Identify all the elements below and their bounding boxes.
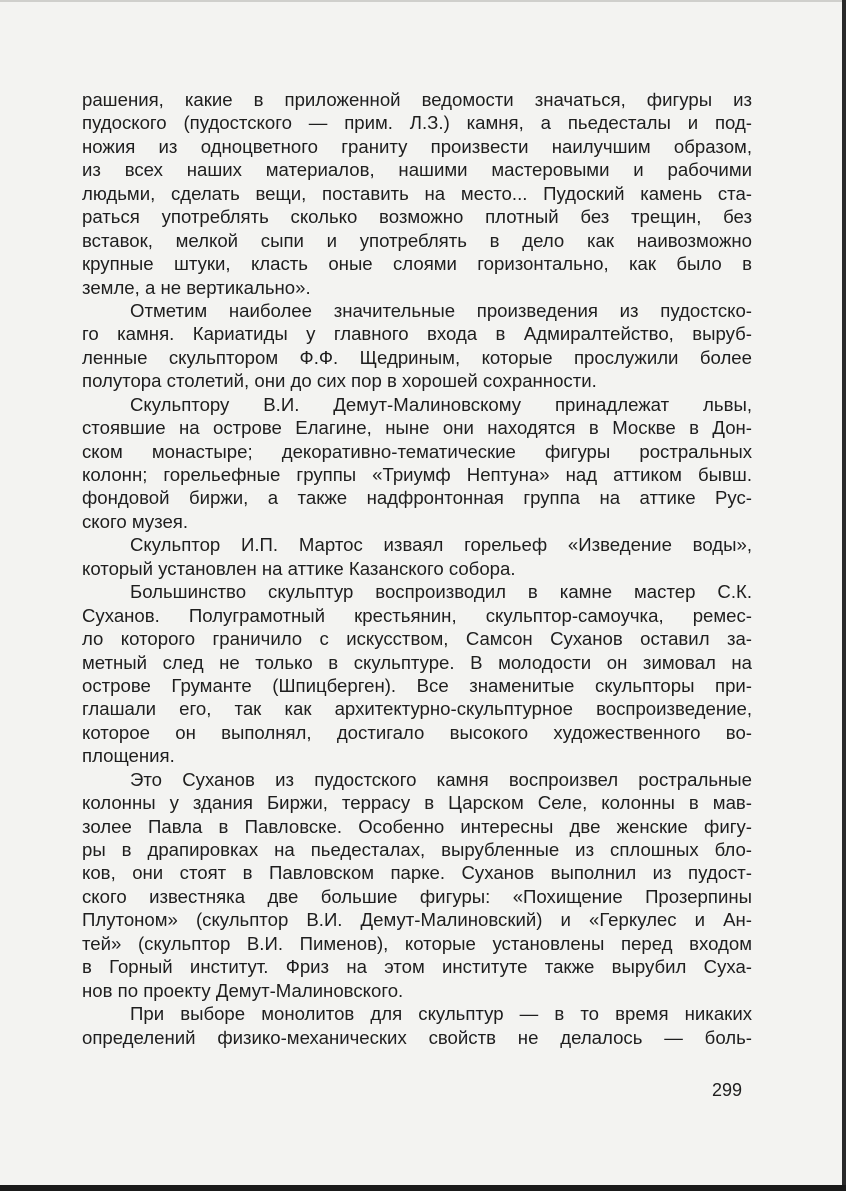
text-line: При выборе монолитов для скульптур — в то время никаких [130, 1003, 752, 1025]
text-line: рашения, какие в приложенной ведомости значаться, фигуры из [82, 89, 752, 110]
text-line: колонны у здания Биржи, террасу в Царском Селе, колонны в мав- [82, 792, 752, 814]
text-line: Это Суханов из пудостского камня воспроизвел ростральные [130, 768, 752, 790]
scan-edge-right [842, 0, 846, 1191]
page-body-text [82, 88, 752, 1049]
text-line: ского известняка две большие фигуры: «Похищение Прозерпины [82, 885, 752, 907]
text-line: из всех наших материалов, нашими мастеровыми и рабочими [82, 159, 752, 181]
text-line: Отметим наиболее значительные произведения из пудостско- [130, 299, 752, 321]
text-line: колонн; горельефные группы «Триумф Нептуна» над аттиком бывш. [82, 464, 752, 485]
text-line: Плутоном» (скульптор В.И. Демут-Малиновский) и «Геркулес и Ан- [82, 909, 752, 931]
paragraph [82, 533, 752, 580]
text-line: пудоского (пудостского — прим. Л.З.) камня, а пьедесталы и под- [82, 112, 752, 134]
paragraph [82, 299, 752, 393]
text-line: ло которого граничило с искусством, Самсон Суханов оставил за- [82, 628, 752, 650]
text-line: людьми, сделать вещи, поставить на место... Пудоский камень ста- [82, 182, 752, 204]
text-line: Суханов. Полуграмотный крестьянин, скульптор-самоучка, ремес- [82, 604, 752, 626]
text-line: глашали его, так как архитектурно-скульптурное воспроизведение, [82, 698, 752, 720]
text-line: в Горный институт. Фриз на этом институте также вырубил Суха- [82, 956, 752, 978]
text-line: раться употреблять сколько возможно плотный без трещин, без [82, 206, 752, 228]
text-line: стоявшие на острове Елагине, ныне они находятся в Москве в Дон- [82, 417, 752, 439]
text-line: вставок, мелкой сыпи и употреблять в дело как наивозможно [82, 229, 752, 251]
paragraph [82, 88, 752, 299]
text-line: го камня. Кариатиды у главного входа в Адмиралтейство, выруб- [82, 323, 752, 345]
text-line: ском монастыре; декоративно-тематические фигуры ростральных [82, 440, 752, 462]
text-line: фондовой биржи, а также надфронтонная группа на аттике Рус- [82, 487, 752, 509]
paragraph [82, 580, 752, 768]
text-line: острове Груманте (Шпицберген). Все знаменитые скульпторы при- [82, 674, 752, 696]
scan-edge-top [0, 0, 846, 2]
paragraph [82, 393, 752, 534]
text-line: ского музея. [82, 510, 189, 532]
text-line: метный след не только в скульптуре. В молодости он зимовал на [82, 651, 752, 673]
text-line: ков, они стоят в Павловском парке. Суханов выполнил из пудост- [82, 862, 752, 884]
text-line: полутора столетий, они до сих пор в хорошей сохранности. [82, 370, 597, 392]
text-line: земле, а не вертикально». [82, 276, 311, 298]
text-line: ленные скульптором Ф.Ф. Щедриным, которые прослужили более [82, 346, 752, 368]
scan-edge-bottom [0, 1185, 846, 1191]
text-line: тей» (скульптор В.И. Пименов), которые установлены перед входом [82, 932, 752, 954]
text-line: Скульптор И.П. Мартос изваял горельеф «Изведение воды», [130, 534, 752, 556]
text-line: который установлен на аттике Казанского собора. [82, 557, 516, 579]
text-line: которое он выполнял, достигало высокого художественного во- [82, 721, 752, 743]
paragraph [82, 1002, 752, 1049]
page-number: 299 [712, 1080, 743, 1100]
text-line: определений физико-механических свойств не делалось — боль- [82, 1026, 752, 1048]
text-line: площения. [82, 745, 175, 767]
paragraph [82, 768, 752, 1002]
text-line: ножия из одноцветного граниту произвести наилучшим образом, [82, 135, 752, 157]
text-line: нов по проекту Демут-Малиновского. [82, 979, 404, 1001]
text-line: Большинство скульптур воспроизводил в камне мастер С.К. [130, 581, 752, 603]
text-line: Скульптору В.И. Демут-Малиновскому принадлежат львы, [130, 393, 752, 415]
text-line: ры в драпировках на пьедесталах, вырубленные из сплошных бло- [82, 839, 752, 860]
text-line: золее Павла в Павловске. Особенно интересны две женские фигу- [82, 815, 752, 837]
text-line: крупные штуки, класть оные слоями горизонтально, как было в [82, 253, 752, 275]
